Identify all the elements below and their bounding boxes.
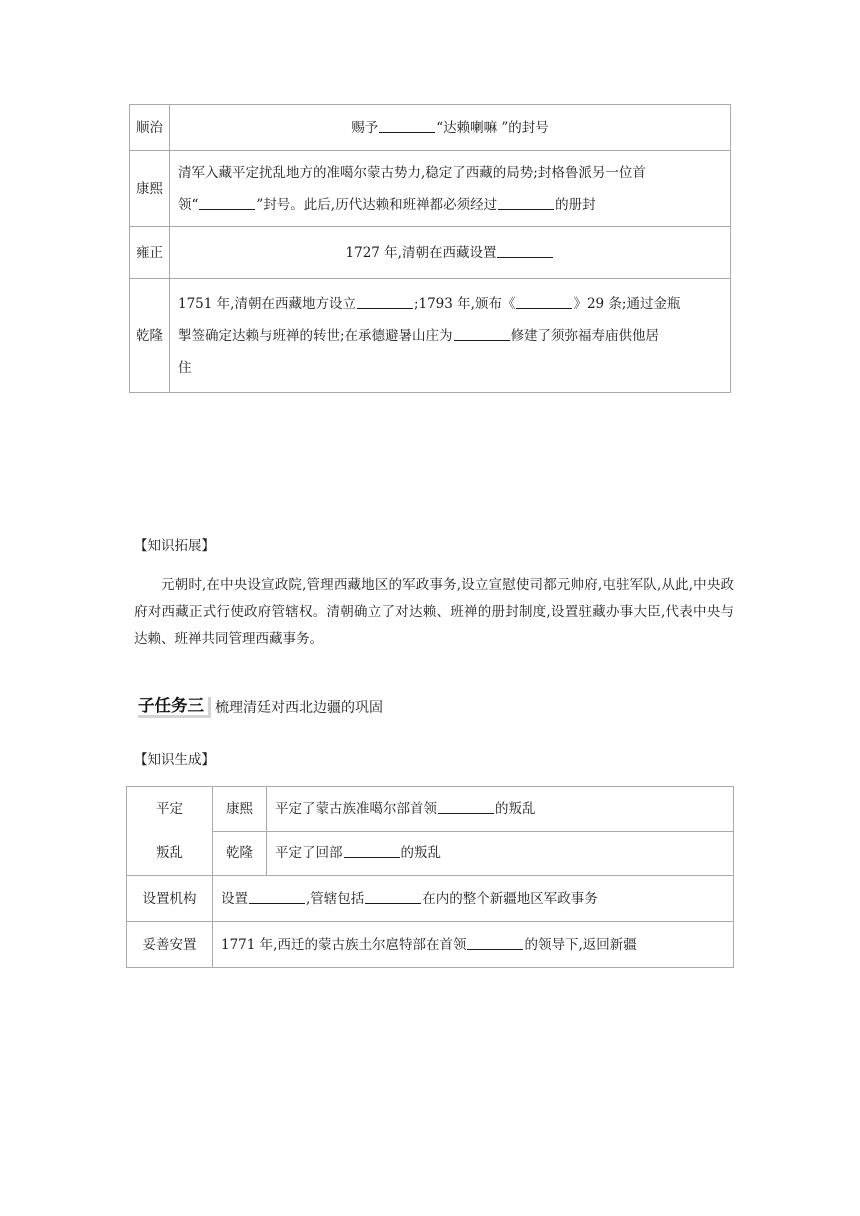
kangxi-line-2c: 的册封 — [555, 196, 596, 213]
era-cell-kangxi-2: 康熙 — [213, 787, 267, 832]
knowledge-extension-paragraph: 元朝时,在中央设宣政院,管理西藏地区的军政事务,设立宣慰使司都元帅府,屯驻军队,从此,中央政府对西藏正式行使政府管辖权。清朝确立了对达赖、班禅的册封制度,设置驻藏办事大臣,代表中央与达赖、班禅共同管理西藏事务。 — [134, 577, 734, 647]
qianlong-nw-after: 的叛乱 — [400, 845, 441, 862]
fill-blank[interactable] — [357, 294, 413, 309]
fill-blank[interactable] — [199, 195, 255, 210]
tuoshan-anzhi-label: 妥善安置 — [127, 922, 213, 968]
era-cell-yongzheng: 雍正 — [130, 227, 170, 279]
fill-blank[interactable] — [379, 118, 435, 133]
yongzheng-content — [170, 227, 731, 279]
knowledge-extension-label: 【知识拓展】 — [134, 538, 215, 554]
qianlong-nw-before: 平定了回部 — [275, 845, 343, 862]
fill-blank[interactable] — [344, 843, 400, 858]
pingding-panluan-cell — [127, 787, 213, 876]
qianlong-line-1a: 1751 年,清朝在西藏地方设立 — [178, 295, 356, 312]
pingding-label: 平定 — [156, 801, 183, 817]
qianlong-line-2b: 修建了须弥福寿庙供他居 — [510, 327, 660, 344]
qianlong-content — [170, 279, 731, 393]
qianlong-line-2: 掣签确定达赖与班禅的转世;在承德避暑山庄为 — [178, 327, 453, 344]
yongzheng-text: 1727 年,清朝在西藏设置 — [345, 244, 497, 261]
fill-blank[interactable] — [438, 799, 494, 814]
kangxi-line-2b: ”封号。此后,历代达赖和班禅都必须经过 — [256, 196, 498, 213]
tuoshan-anzhi-content — [213, 922, 734, 968]
shezhi-jigou-label: 设置机构 — [127, 876, 213, 922]
kangxi-content — [170, 151, 731, 227]
northwest-frontier-table — [126, 786, 734, 968]
fill-blank[interactable] — [516, 294, 572, 309]
anzhi-before: 1771 年,西迁的蒙古族土尔扈特部在首领 — [221, 936, 467, 953]
qianlong-nw-content — [267, 831, 734, 876]
fill-blank[interactable] — [454, 326, 510, 341]
panluan-label: 叛乱 — [156, 845, 183, 861]
kangxi-line-1: 清军入藏平定扰乱地方的准噶尔蒙古势力,稳定了西藏的局势;封格鲁派另一位首 — [178, 164, 646, 181]
subtask-badge: 子任务三 — [138, 697, 211, 718]
subtask-heading — [138, 696, 383, 718]
kangxi-nw-content — [267, 787, 734, 832]
fill-blank[interactable] — [249, 889, 305, 904]
qing-tibet-table — [129, 104, 731, 393]
era-cell-qianlong-2: 乾隆 — [213, 831, 267, 876]
shunzhi-text-after: “达赖喇嘛 ”的封号 — [436, 119, 549, 136]
shunzhi-text-before: 赐予 — [351, 119, 379, 136]
era-cell-shunzhi: 顺治 — [130, 105, 170, 151]
fill-blank[interactable] — [467, 935, 523, 950]
fill-blank[interactable] — [498, 195, 554, 210]
qianlong-line-3: 住 — [178, 359, 192, 376]
kangxi-line-2a: 领“ — [178, 196, 199, 213]
qianlong-line-1c: 》29 条;通过金瓶 — [573, 295, 681, 312]
era-cell-kangxi: 康熙 — [130, 151, 170, 227]
jigou-before: 设置 — [221, 890, 248, 907]
era-cell-qianlong: 乾隆 — [130, 279, 170, 393]
fill-blank[interactable] — [365, 889, 421, 904]
jigou-after: 在内的整个新疆地区军政事务 — [422, 890, 598, 907]
knowledge-generation-label: 【知识生成】 — [134, 752, 215, 768]
kangxi-nw-before: 平定了蒙古族准噶尔部首领 — [275, 800, 437, 817]
fill-blank[interactable] — [497, 243, 553, 258]
kangxi-nw-after: 的叛乱 — [495, 800, 536, 817]
anzhi-after: 的领导下,返回新疆 — [524, 936, 637, 953]
subtask-title: 梳理清廷对西北边疆的巩固 — [215, 700, 383, 716]
shunzhi-content — [170, 105, 731, 151]
shezhi-jigou-content — [213, 876, 734, 922]
qianlong-line-1b: ;1793 年,颁布《 — [413, 295, 516, 312]
jigou-mid: ,管辖包括 — [306, 890, 365, 907]
